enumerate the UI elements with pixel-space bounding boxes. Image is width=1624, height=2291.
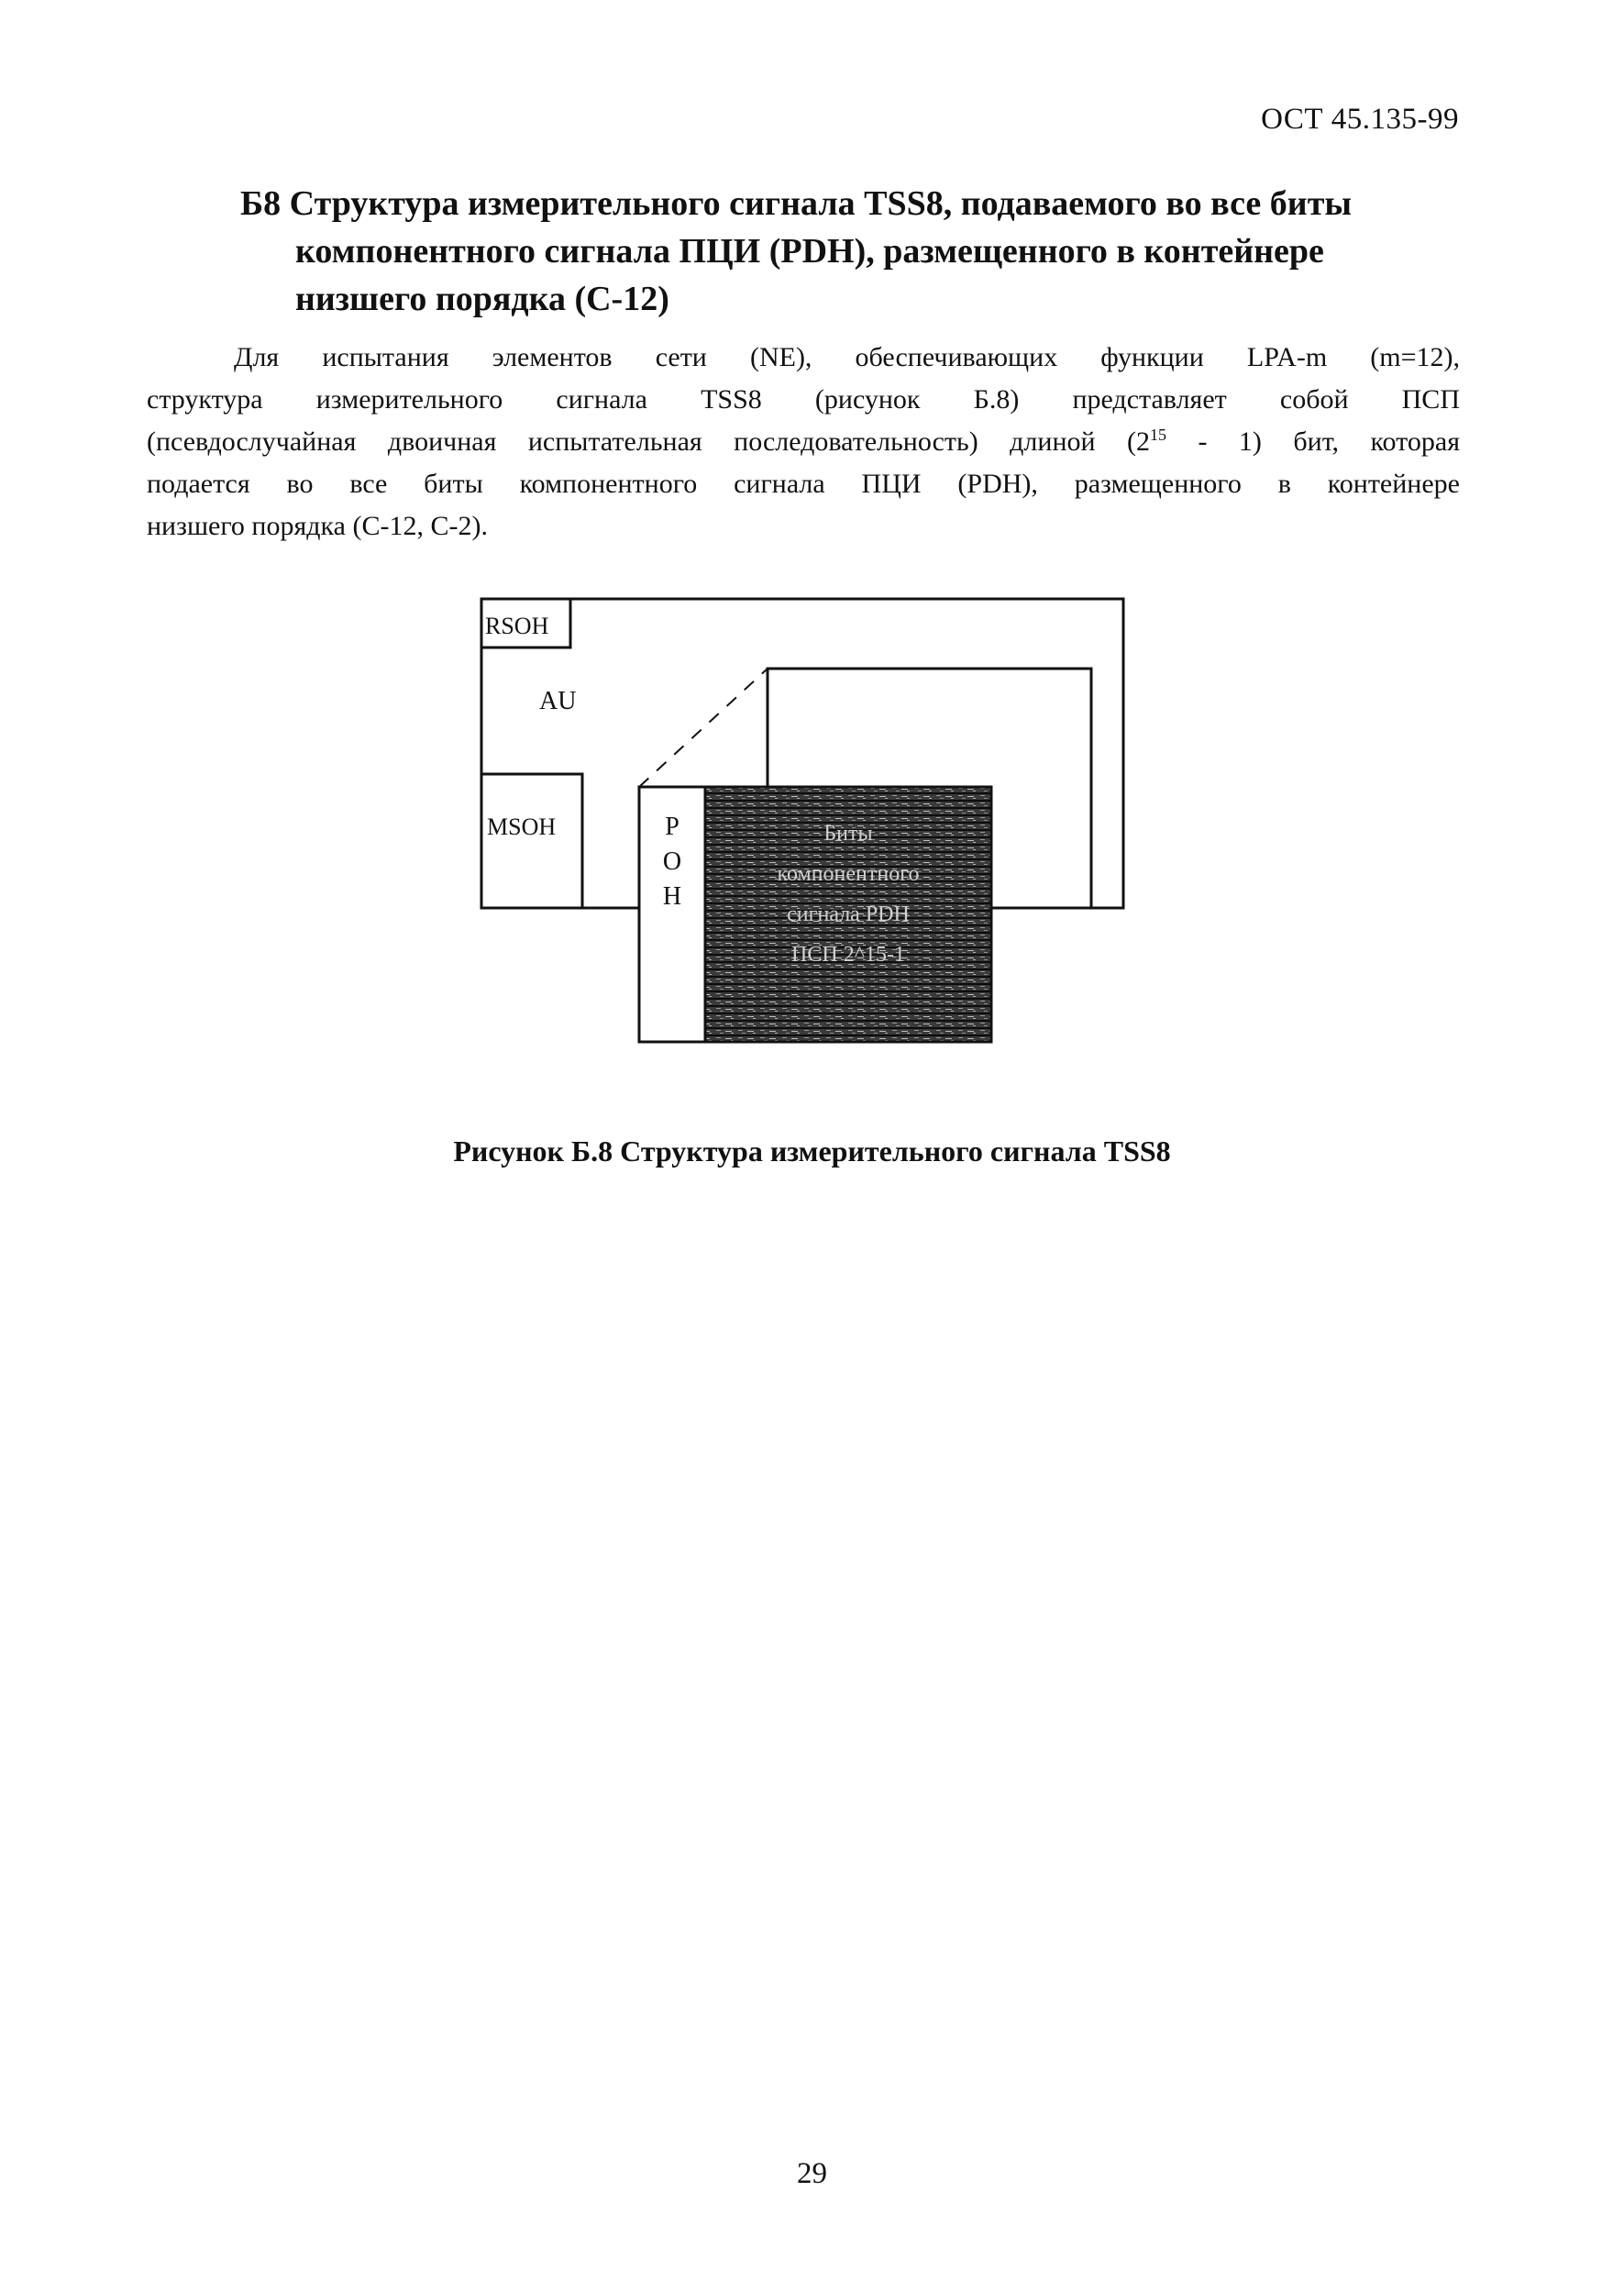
payload-line-2: компонентного	[777, 862, 920, 886]
paragraph-line-2: структура измерительного сигнала TSS8 (рисунок Б.8) представляет собой ПСП	[147, 384, 1460, 415]
payload-line-4: ПСП 2^15-1	[791, 943, 905, 967]
poh-letter-h: H	[662, 882, 682, 911]
msoh-label: MSOH	[487, 813, 557, 840]
paragraph-line-1: Для испытания элементов сети (NE), обеспечивающих функции LPA-m (m=12),	[234, 342, 1460, 372]
exponent: 15	[1150, 426, 1167, 444]
tss8-structure-diagram	[472, 594, 1132, 1055]
document-code: ОСТ 45.135-99	[1261, 103, 1459, 136]
body-paragraph	[147, 337, 1460, 548]
heading-line-1: Б8 Структура измерительного сигнала TSS8, подаваемого во все биты	[240, 184, 1353, 223]
heading-line-3: низшего порядка (С-12)	[295, 280, 669, 318]
poh-letter-p: P	[665, 813, 679, 841]
payload-line-3: сигнала PDH	[787, 902, 910, 926]
poh-letter-o: O	[662, 847, 682, 876]
figure-caption: Рисунок Б.8 Структура измерительного сигнала TSS8	[453, 1134, 1171, 1168]
paragraph-line-3	[147, 421, 1460, 463]
perspective-dashed-line	[639, 669, 768, 787]
paragraph-line-4: подается во все биты компонентного сигнала ПЦИ (PDH), размещенного в контейнере	[147, 469, 1460, 499]
heading-line-2: компонентного сигнала ПЦИ (PDH), размещенного в контейнере	[295, 232, 1324, 271]
rsoh-label: RSOH	[485, 613, 549, 639]
paragraph-line-3-end: - 1) бит, которая	[1166, 426, 1460, 457]
page-number: 29	[797, 2157, 827, 2190]
paragraph-line-3-start: (псевдослучайная двоичная испытательная последовательность) длиной (2	[147, 426, 1151, 457]
payload-line-1: Биты	[823, 822, 873, 846]
section-heading	[240, 180, 1469, 323]
au-label: AU	[539, 687, 577, 715]
paragraph-line-5: низшего порядка (С-12, С-2).	[147, 511, 488, 541]
msoh-block	[481, 774, 582, 908]
